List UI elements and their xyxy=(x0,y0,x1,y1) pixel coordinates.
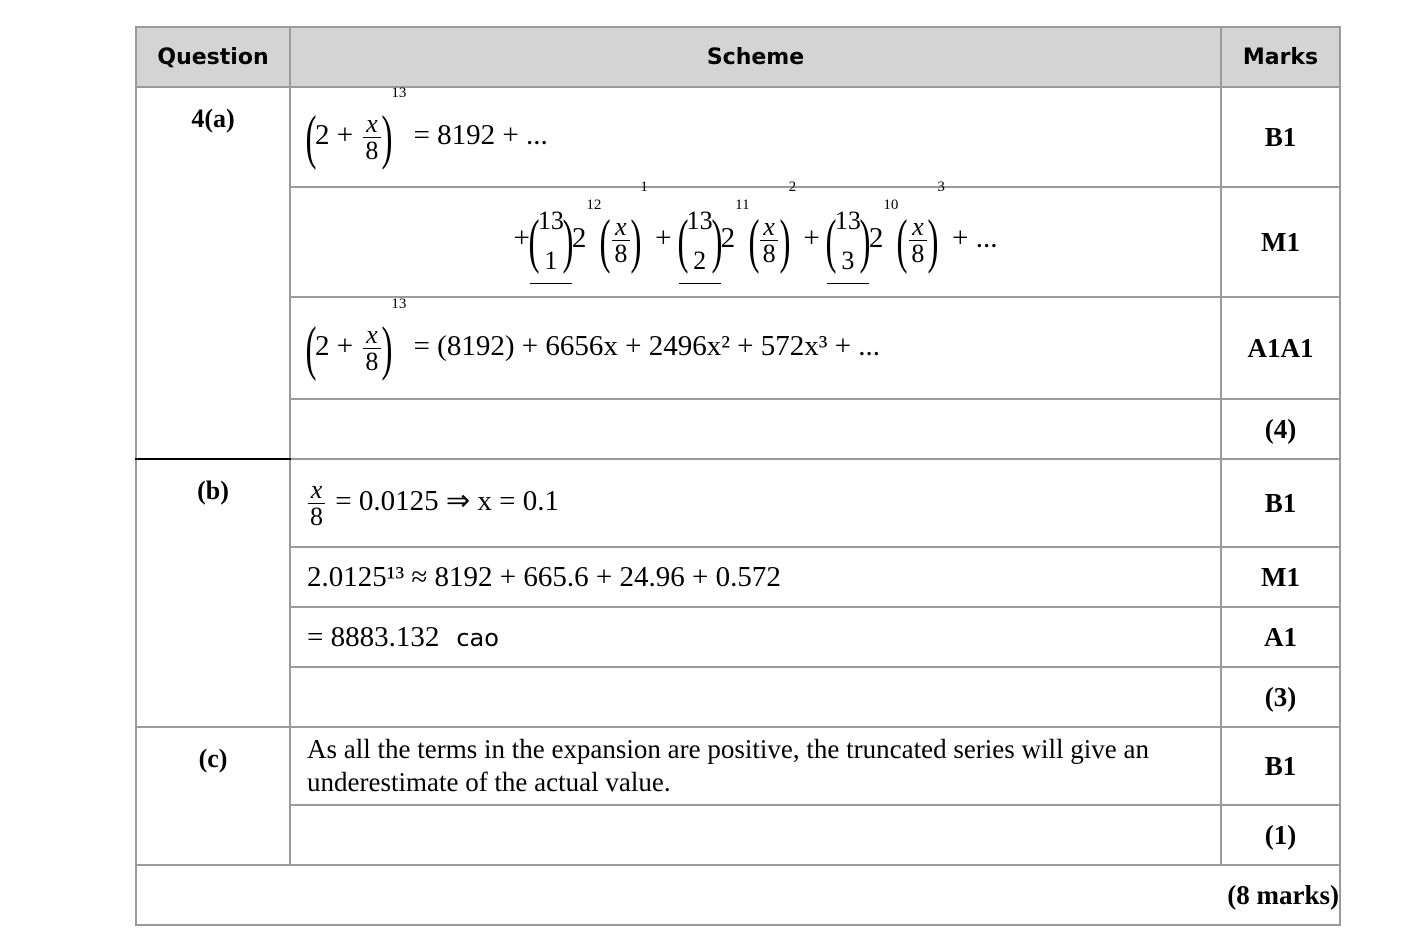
table-row xyxy=(136,727,1340,805)
mark-subtotal: (4) xyxy=(1221,399,1340,459)
binomial-terms: +( 13 1 )$2^{12}$( $\frac{x}{8}$ )$^1$ + ( 13 2 )$2^{11}$( $\frac{x}{8}$ )$^2$ + ( 13 3 )$2^{10}$( $\frac{x}{8}$ )$^3$ + ... xyxy=(514,222,998,254)
scheme-cell xyxy=(290,547,1221,607)
mark-cell: B1 xyxy=(1221,727,1340,805)
table-row xyxy=(136,399,1340,459)
math-expression: 2.0125¹³ ≈ 8192 + 665.6 + 24.96 + 0.572 xyxy=(307,560,781,593)
mark-cell: M1 xyxy=(1221,547,1340,607)
expr-rhs: = 0.0125 ⇒ x = 0.1 xyxy=(335,484,560,517)
scheme-cell xyxy=(290,727,1221,805)
scheme-cell xyxy=(290,178,1221,297)
header-question: Question xyxy=(136,27,290,87)
mark-scheme-table xyxy=(135,26,1341,926)
total-row xyxy=(136,865,1340,925)
math-expression: $\frac{x}{8}$ = 0.0125 ⇒ x = 0.1 xyxy=(307,485,559,517)
mark-cell: B1 xyxy=(1221,459,1340,547)
mark-subtotal: (1) xyxy=(1221,805,1340,865)
table-row xyxy=(136,459,1340,547)
scheme-cell-empty xyxy=(290,805,1221,865)
table-row xyxy=(136,297,1340,399)
table-row xyxy=(136,607,1340,667)
mark-cell: A1 xyxy=(1221,607,1340,667)
scheme-cell-empty xyxy=(290,399,1221,459)
table-row xyxy=(136,667,1340,727)
mark-cell: M1 xyxy=(1221,187,1340,297)
scheme-cell xyxy=(290,87,1221,187)
table-row xyxy=(136,805,1340,865)
header-scheme: Scheme xyxy=(290,27,1221,87)
explanation-text: As all the terms in the expansion are positive, the truncated series will give an underestimate of the actual value. xyxy=(307,734,1150,797)
scheme-cell xyxy=(290,459,1221,547)
mark-cell: A1A1 xyxy=(1221,297,1340,399)
header-marks: Marks xyxy=(1221,27,1340,87)
total-marks: (8 marks) xyxy=(136,865,1340,925)
math-expression: = 8883.132 xyxy=(307,620,440,653)
expr-rhs: = (8192) + 6656x + 2496x² + 572x³ + ... xyxy=(413,329,881,362)
expr-rhs: = 8192 + ... xyxy=(413,118,548,151)
question-label-c: (c) xyxy=(136,727,290,865)
question-label-b: (b) xyxy=(136,459,290,727)
question-label-a: 4(a) xyxy=(136,87,290,459)
scheme-cell-empty xyxy=(290,667,1221,727)
table-row xyxy=(136,87,1340,187)
header-row xyxy=(136,27,1340,87)
math-expression: (2 + $\frac{x}{8}$ )$^{13}$ = (8192) + 6656x + 2496x² + 572x³ + ... xyxy=(305,296,881,381)
table-row xyxy=(136,187,1340,297)
mark-cell: B1 xyxy=(1221,87,1340,187)
scheme-cell xyxy=(290,607,1221,667)
table-row xyxy=(136,547,1340,607)
scheme-cell xyxy=(290,297,1221,399)
cao-note: cao xyxy=(456,623,499,652)
mark-subtotal: (3) xyxy=(1221,667,1340,727)
math-expression: (2 + $\frac{x}{8}$ )$^{13}$ = 8192 + ... xyxy=(305,85,548,170)
